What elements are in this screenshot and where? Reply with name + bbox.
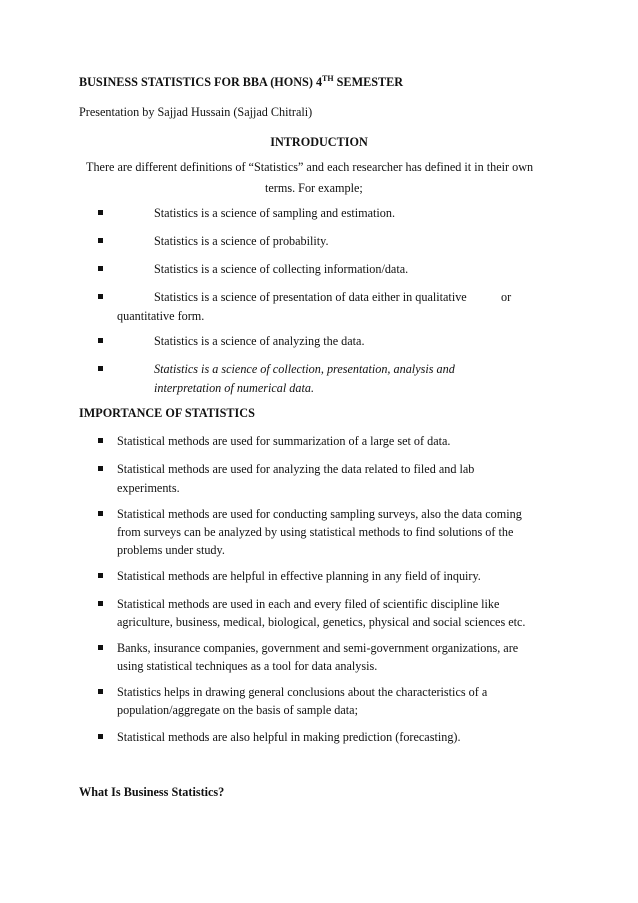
definition-text: Statistics is a science of analyzing the data. [154,334,365,348]
importance-text-continued: experiments. [117,481,180,495]
bullet-square-icon [98,238,103,243]
importance-text: Statistical methods are used in each and every filed of scientific discipline like [117,597,500,611]
bullet-square-icon [98,645,103,650]
definition-text: Statistics is a science of collecting information/data. [154,262,409,276]
definition-text: Statistics is a science of collection, presentation, analysis and [154,362,455,376]
definition-text: Statistics is a science of probability. [154,234,329,248]
introduction-text-line1: There are different definitions of “Statistics” and each researcher has defined it in their own [86,160,534,174]
bullet-square-icon [98,511,103,516]
importance-text: Statistical methods are used for analyzing the data related to filed and lab [117,462,475,476]
importance-text: Statistical methods are helpful in effective planning in any field of inquiry. [117,569,481,583]
definition-text: Statistics is a science of sampling and estimation. [154,206,395,220]
definition-text-continued: quantitative form. [117,309,205,323]
bullet-square-icon [98,338,103,343]
definition-text-continued: interpretation of numerical data. [154,381,315,395]
bullet-square-icon [98,366,103,371]
title-superscript: TH [322,74,334,83]
presenter-line: Presentation by Sajjad Hussain (Sajjad Chitrali) [79,105,313,119]
importance-text-continued: population/aggregate on the basis of sample data; [117,703,358,717]
definition-text-or: or [501,290,512,304]
business-statistics-heading: What Is Business Statistics? [79,785,225,799]
bullet-square-icon [98,573,103,578]
document-title: BUSINESS STATISTICS FOR BBA (HONS) 4TH SEMESTER [79,74,404,89]
importance-text-continued: using statistical techniques as a tool for data analysis. [117,659,378,673]
importance-text: Banks, insurance companies, government and semi-government organizations, are [117,641,519,655]
bullet-square-icon [98,438,103,443]
importance-text-continued: agriculture, business, medical, biological, genetics, physical and social sciences etc. [117,615,526,629]
bullet-square-icon [98,210,103,215]
bullet-square-icon [98,266,103,271]
importance-text: Statistical methods are also helpful in making prediction (forecasting). [117,730,461,744]
importance-heading: IMPORTANCE OF STATISTICS [79,406,255,420]
bullet-square-icon [98,689,103,694]
importance-text: Statistics helps in drawing general conclusions about the characteristics of a [117,685,488,699]
importance-text: Statistical methods are used for summarization of a large set of data. [117,434,451,448]
bullet-square-icon [98,734,103,739]
introduction-heading: INTRODUCTION [270,135,368,149]
bullet-square-icon [98,294,103,299]
importance-text-continued: problems under study. [117,543,225,557]
importance-text: Statistical methods are used for conducting sampling surveys, also the data coming [117,507,522,521]
bullet-square-icon [98,601,103,606]
definition-text: Statistics is a science of presentation of data either in qualitative [154,290,467,304]
bullet-square-icon [98,466,103,471]
importance-text-continued: from surveys can be analyzed by using statistical methods to find solutions of the [117,525,514,539]
introduction-text-line2: terms. For example; [265,181,363,195]
